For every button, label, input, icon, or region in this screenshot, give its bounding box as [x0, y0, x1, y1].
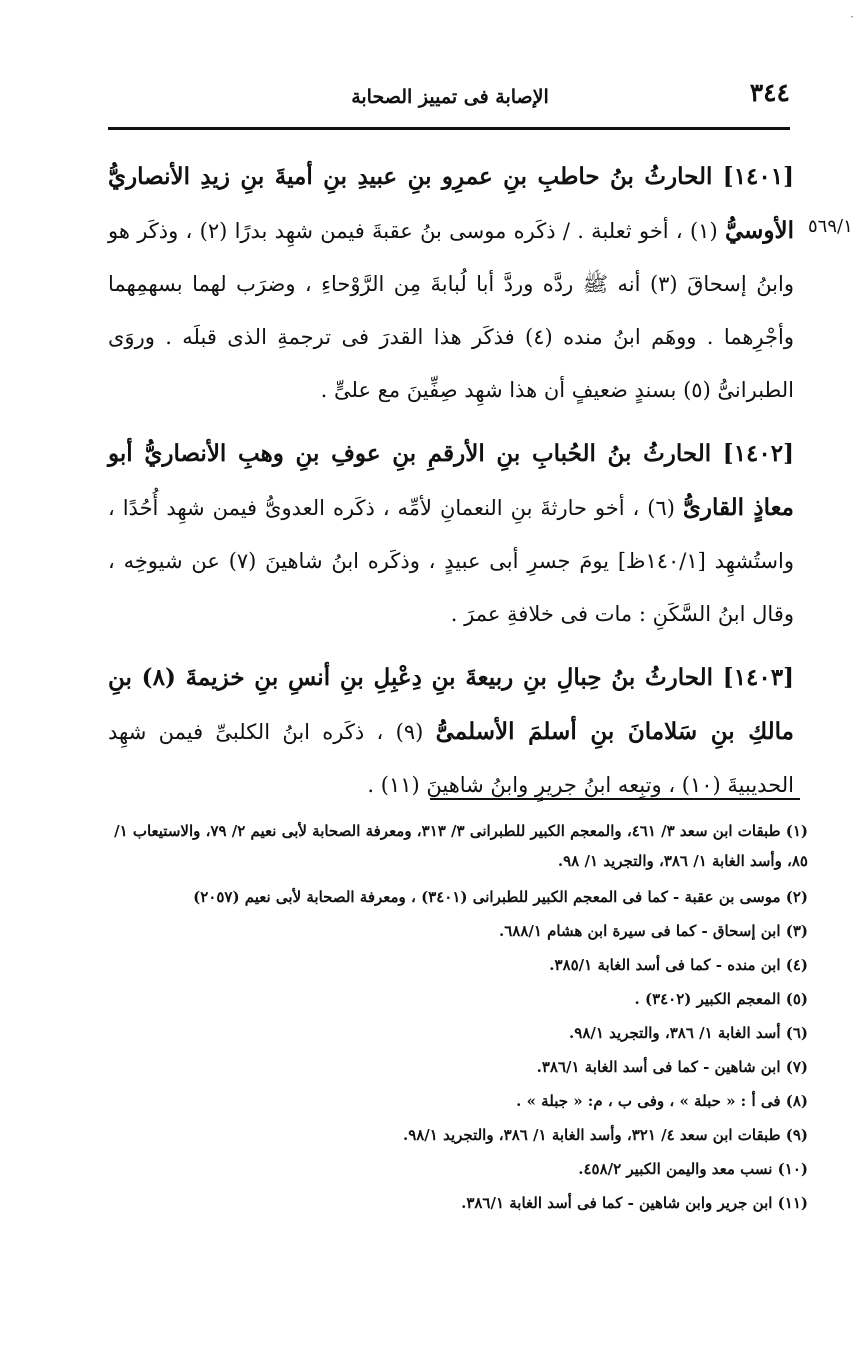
header-rule [108, 127, 790, 130]
running-title: الإصابة فى تمييز الصحابة [351, 86, 549, 108]
entry-1403 [108, 651, 794, 812]
footnote-separator [430, 798, 800, 800]
manuscript-margin-reference: ٥٦٩/١ [808, 216, 853, 237]
footnote: (١٠) نسب معد واليمن الكبير ٤٥٨/٢. [578, 1160, 808, 1178]
scan-mark: · [850, 10, 854, 24]
main-text [108, 150, 794, 812]
entry-heading: [١٤٠١] الحارثُ بنُ حاطبِ بنِ عمرِو بنِ عبيدِ بنِ أميةَ بنِ زيدِ الأنصاريُّ الأوسيُّ [108, 163, 794, 244]
footnote: (٩) طبقات ابن سعد ٤/ ٣٢١، وأسد الغابة ١/ ٣٨٦، والتجريد ٩٨/١. [402, 1126, 808, 1144]
footnote: (١١) ابن جرير وابن شاهين - كما فى أسد الغابة ٣٨٦/١. [461, 1194, 808, 1212]
footnote: (٧) ابن شاهين - كما فى أسد الغابة ٣٨٦/١. [536, 1058, 808, 1076]
footnote: (١) طبقات ابن سعد ٣/ ٤٦١، والمعجم الكبير للطبرانى ٣/ ٣١٣، ومعرفة الصحابة لأبى نعيم ٢/ ٧٩، والاستيعاب ١/ ٨٥، وأسد الغابة ١/ ٣٨٦، والتجريد ١/ ٩٨. [114, 822, 808, 870]
entry-body: (٦) ، أخو حارثةَ بنِ النعمانِ لأمِّه ، ذكَره العدوىُّ فيمن شهِد أُحُدًا ، واستُشهِد [١٤٠/١ظ] يومَ جسرِ أبى عبيدٍ ، وذكَره ابنُ شاهينَ (٧) عن شيوخِه ، وقال ابنُ السَّكَنِ : مات فى خلافةِ عمرَ . [108, 496, 794, 626]
page-number: ٣٤٤ [749, 78, 790, 107]
footnote: (٣) ابن إسحاق - كما فى سيرة ابن هشام ٦٨٨/١. [498, 922, 808, 940]
footnote: (٨) فى أ : « حبلة » ، وفى ب ، م: « جبلة » . [516, 1092, 808, 1110]
footnote: (٤) ابن منده - كما فى أسد الغابة ٣٨٥/١. [549, 956, 808, 974]
entry-1401 [108, 150, 794, 417]
footnotes [108, 816, 808, 1220]
entry-body: (١) ، أخو ثعلبة . / ذكَره موسى بنُ عقبةَ فيمن شهِد بدرًا (٢) ، وذكَر هو وابنُ إسحاقَ (٣) أنه ﷺ ردَّه وردَّ أبا لُبابةَ مِن الرَّوْحاءِ ، وضرَب لهما بسهمِهما وأجْرِهما . ووهَم ابنُ منده (٤) فذكَر هذا القدرَ فى ترجمةِ الذى قبلَه . وروَى الطبرانىُّ (٥) بسندٍ ضعيفٍ أن هذا شهِد صِفِّينَ مع علىٍّ . [108, 219, 794, 402]
entry-1402 [108, 427, 794, 641]
footnote: (٥) المعجم الكبير (٣٤٠٢) . [634, 990, 808, 1008]
entry-heading: [١٤٠٢] الحارثُ بنُ الحُبابِ بنِ الأرقمِ بنِ عوفِ بنِ وهبِ الأنصاريُّ أبو معاذٍ القارىُّ [108, 440, 794, 521]
entry-body: (٩) ، ذكَره ابنُ الكلبىِّ فيمن شهِد الحديبيةَ (١٠) ، وتبِعه ابنُ جريرٍ وابنُ شاهينَ (١١) . [108, 720, 794, 797]
footnote: (٦) أسد الغابة ١/ ٣٨٦، والتجريد ٩٨/١. [569, 1024, 808, 1042]
entry-heading: [١٤٠٣] الحارثُ بنُ حِبالِ بنِ ربيعةَ بنِ دِعْبِلِ بنِ أنسِ بنِ خزيمةَ (٨) بنِ مالكِ بنِ سَلامانَ بنِ أسلمَ الأسلمىُّ [108, 664, 794, 745]
footnote: (٢) موسى بن عقبة - كما فى المعجم الكبير للطبرانى (٣٤٠١) ، ومعرفة الصحابة لأبى نعيم (٢٠٥٧) [193, 888, 808, 906]
